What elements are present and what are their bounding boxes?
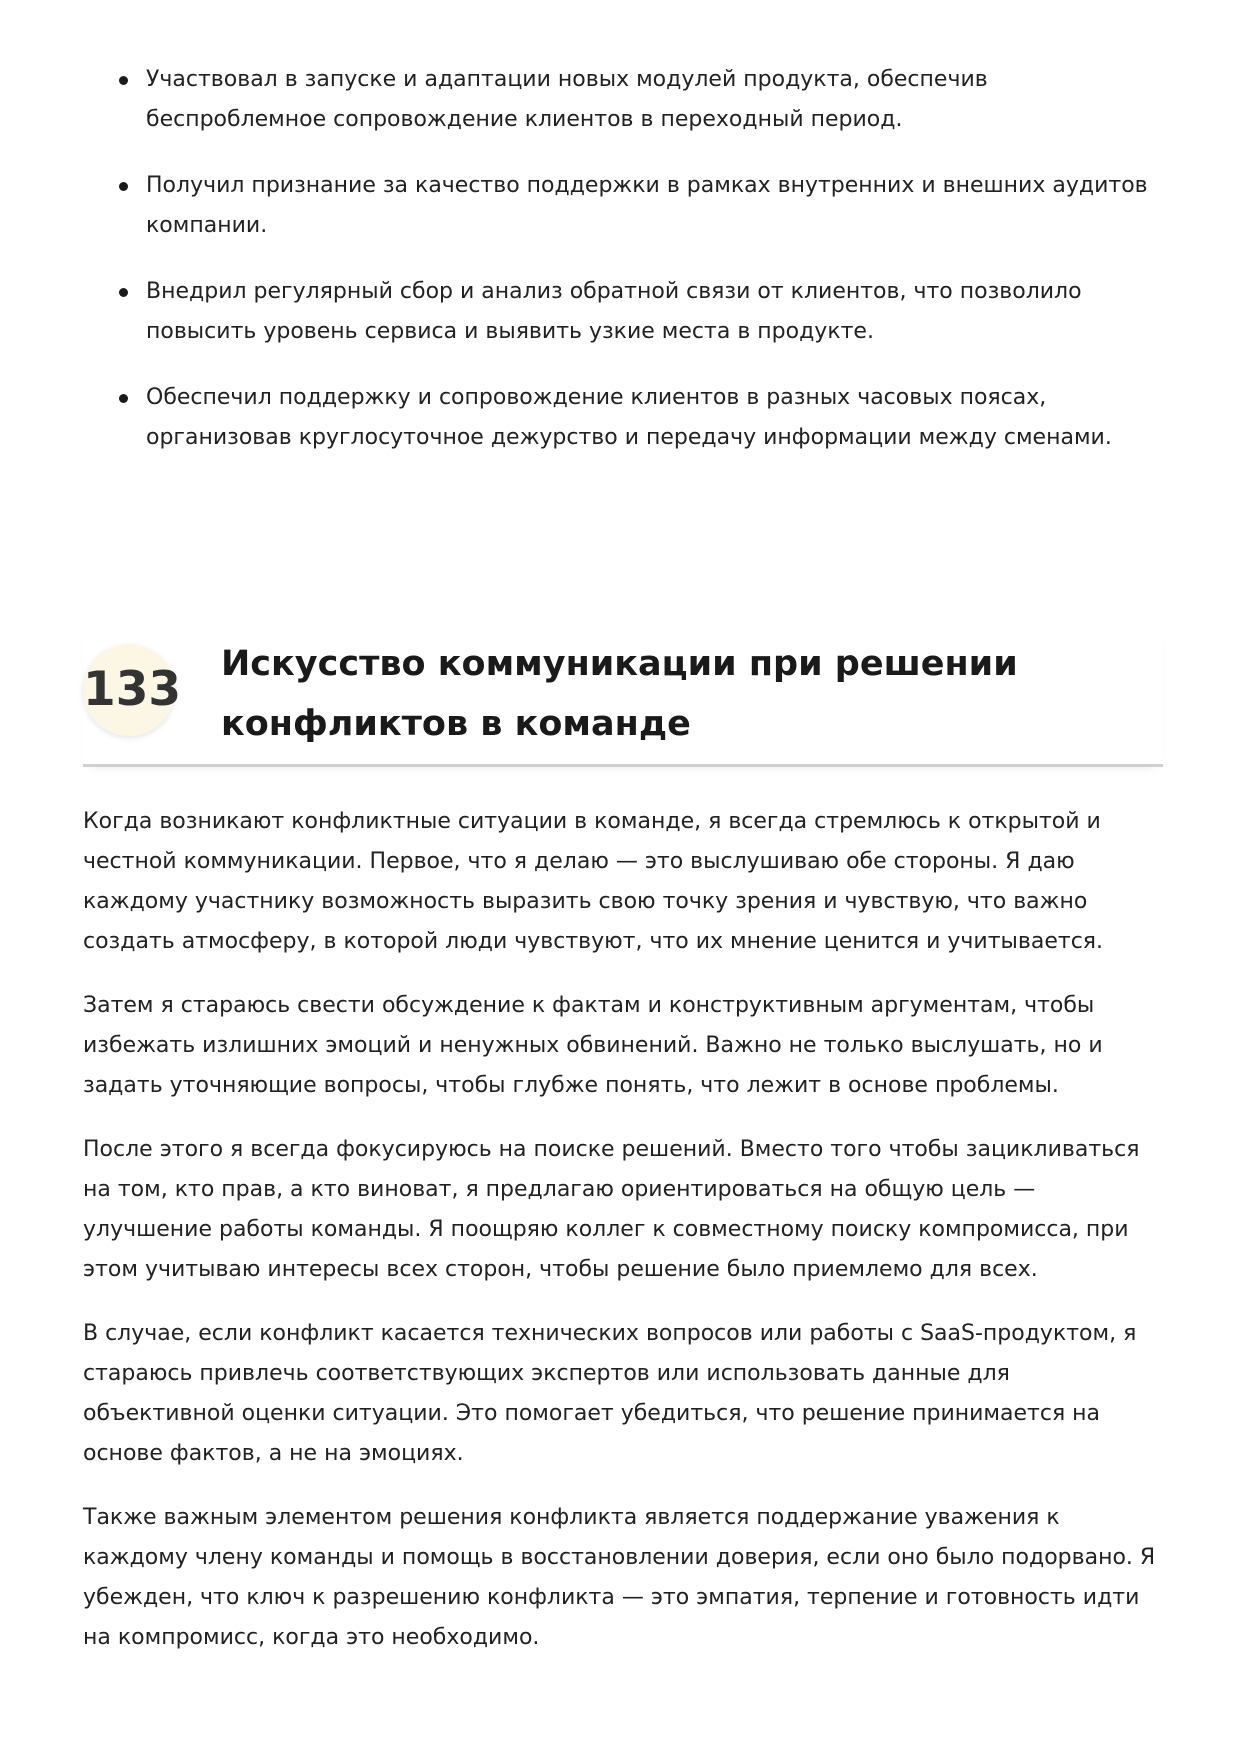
section-title: Искусство коммуникации при решении конфликтов в команде [221, 644, 1018, 744]
bullet-icon [119, 288, 128, 297]
list-item [83, 166, 1163, 246]
list-item-text: Получил признание за качество поддержки в рамках внутренних и внешних аудитов компании. [146, 173, 1148, 238]
paragraph: Затем я стараюсь свести обсуждение к фактам и конструктивным аргументам, чтобы избежать излишних эмоций и ненужных обвинений. Важно не только выслушать, но и задать уточняющие вопросы, чтобы глубже понять, что лежит в основе проблемы. [83, 993, 1103, 1098]
bullet-icon [119, 76, 128, 85]
list-item [83, 60, 1163, 140]
section-body [83, 802, 1163, 1682]
list-item [83, 378, 1163, 458]
list-item-text: Внедрил регулярный сбор и анализ обратной связи от клиентов, что позволило повысить уровень сервиса и выявить узкие места в продукте. [146, 279, 1082, 344]
list-item-text: Участвовал в запуске и адаптации новых модулей продукта, обеспечив беспроблемное сопровождение клиентов в переходный период. [146, 67, 988, 132]
paragraph: После этого я всегда фокусируюсь на поиске решений. Вместо того чтобы зацикливаться на том, кто прав, а кто виноват, я предлагаю ориентироваться на общую цель — улучшение работы команды. Я поощряю коллег к совместному поиску компромисса, при этом учитываю интересы всех сторон, чтобы решение было приемлемо для всех. [83, 1137, 1140, 1282]
section-heading [83, 628, 1163, 767]
achievements-list [83, 60, 1163, 484]
paragraph: Когда возникают конфликтные ситуации в команде, я всегда стремлюсь к открытой и честной коммуникации. Первое, что я делаю — это выслушиваю обе стороны. Я даю каждому участнику возможность выразить свою точку зрения и чувствую, что важно создать атмосферу, в которой люди чувствуют, что их мнение ценится и учитывается. [83, 809, 1104, 954]
bullet-icon [119, 394, 128, 403]
bullet-icon [119, 182, 128, 191]
list-item-text: Обеспечил поддержку и сопровождение клиентов в разных часовых поясах, организовав круглосуточное дежурство и передачу информации между сменами. [146, 385, 1112, 450]
paragraph: Также важным элементом решения конфликта является поддержание уважения к каждому члену команды и помощь в восстановлении доверия, если оно было подорвано. Я убежден, что ключ к разрешению конфликта — это эмпатия, терпение и готовность идти на компромисс, когда это необходимо. [83, 1505, 1156, 1650]
section-number-badge: 133 [83, 644, 175, 736]
paragraph: В случае, если конфликт касается технических вопросов или работы с SaaS-продуктом, я стараюсь привлечь соответствующих экспертов или использовать данные для объективной оценки ситуации. Это помогает убедиться, что решение принимается на основе фактов, а не на эмоциях. [83, 1321, 1137, 1466]
list-item [83, 272, 1163, 352]
